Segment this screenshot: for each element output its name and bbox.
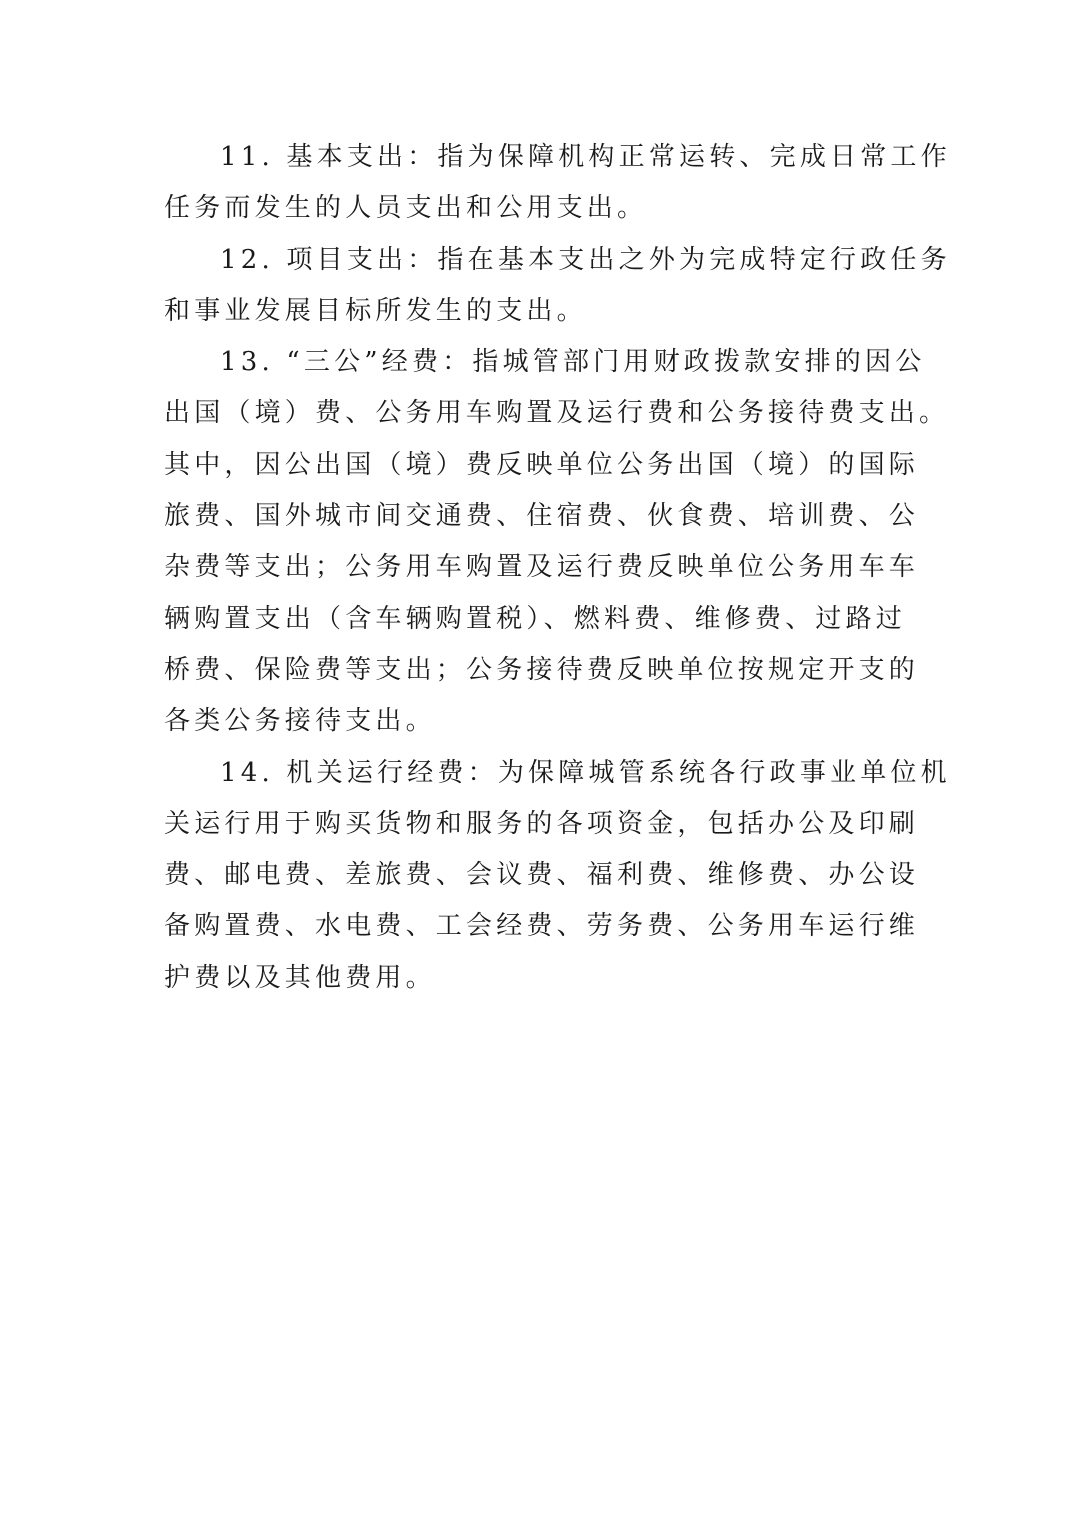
text-line: 13. “三公”经费：指城管部门用财政拨款安排的因公 [220, 347, 926, 378]
text-line: 关运行用于购买货物和服务的各项资金，包括办公及印刷 [164, 808, 920, 839]
paragraph-11-basic-expenditure [164, 132, 951, 235]
text-line: 任务而发生的人员支出和公用支出。 [164, 193, 648, 224]
text-line: 费、邮电费、差旅费、会议费、福利费、维修费、办公设 [164, 860, 920, 891]
text-line: 旅费、国外城市间交通费、住宿费、伙食费、培训费、公 [164, 501, 920, 532]
text-line: 各类公务接待支出。 [164, 706, 436, 737]
document-body [164, 132, 951, 1004]
text-line: 其中，因公出国（境）费反映单位公务出国（境）的国际 [164, 449, 920, 480]
text-line: 备购置费、水电费、工会经费、劳务费、公务用车运行维 [164, 911, 920, 942]
paragraph-13-three-public-expenses [164, 337, 950, 747]
text-line: 和事业发展目标所发生的支出。 [164, 295, 587, 326]
text-line: 出国（境）费、公务用车购置及运行费和公务接待费支出。 [164, 398, 950, 429]
text-line: 护费以及其他费用。 [164, 962, 436, 993]
text-line: 桥费、保险费等支出；公务接待费反映单位按规定开支的 [164, 654, 920, 685]
text-line: 辆购置支出（含车辆购置税）、燃料费、维修费、过路过 [164, 603, 907, 634]
text-line: 11. 基本支出：指为保障机构正常运转、完成日常工作 [220, 142, 951, 172]
text-line: 12. 项目支出：指在基本支出之外为完成特定行政任务 [220, 244, 951, 275]
paragraph-12-project-expenditure [164, 235, 951, 338]
text-line: 14. 机关运行经费：为保障城管系统各行政事业单位机 [220, 757, 951, 788]
paragraph-14-operating-expenses [164, 748, 951, 1004]
text-line: 杂费等支出；公务用车购置及运行费反映单位公务用车车 [164, 552, 920, 583]
